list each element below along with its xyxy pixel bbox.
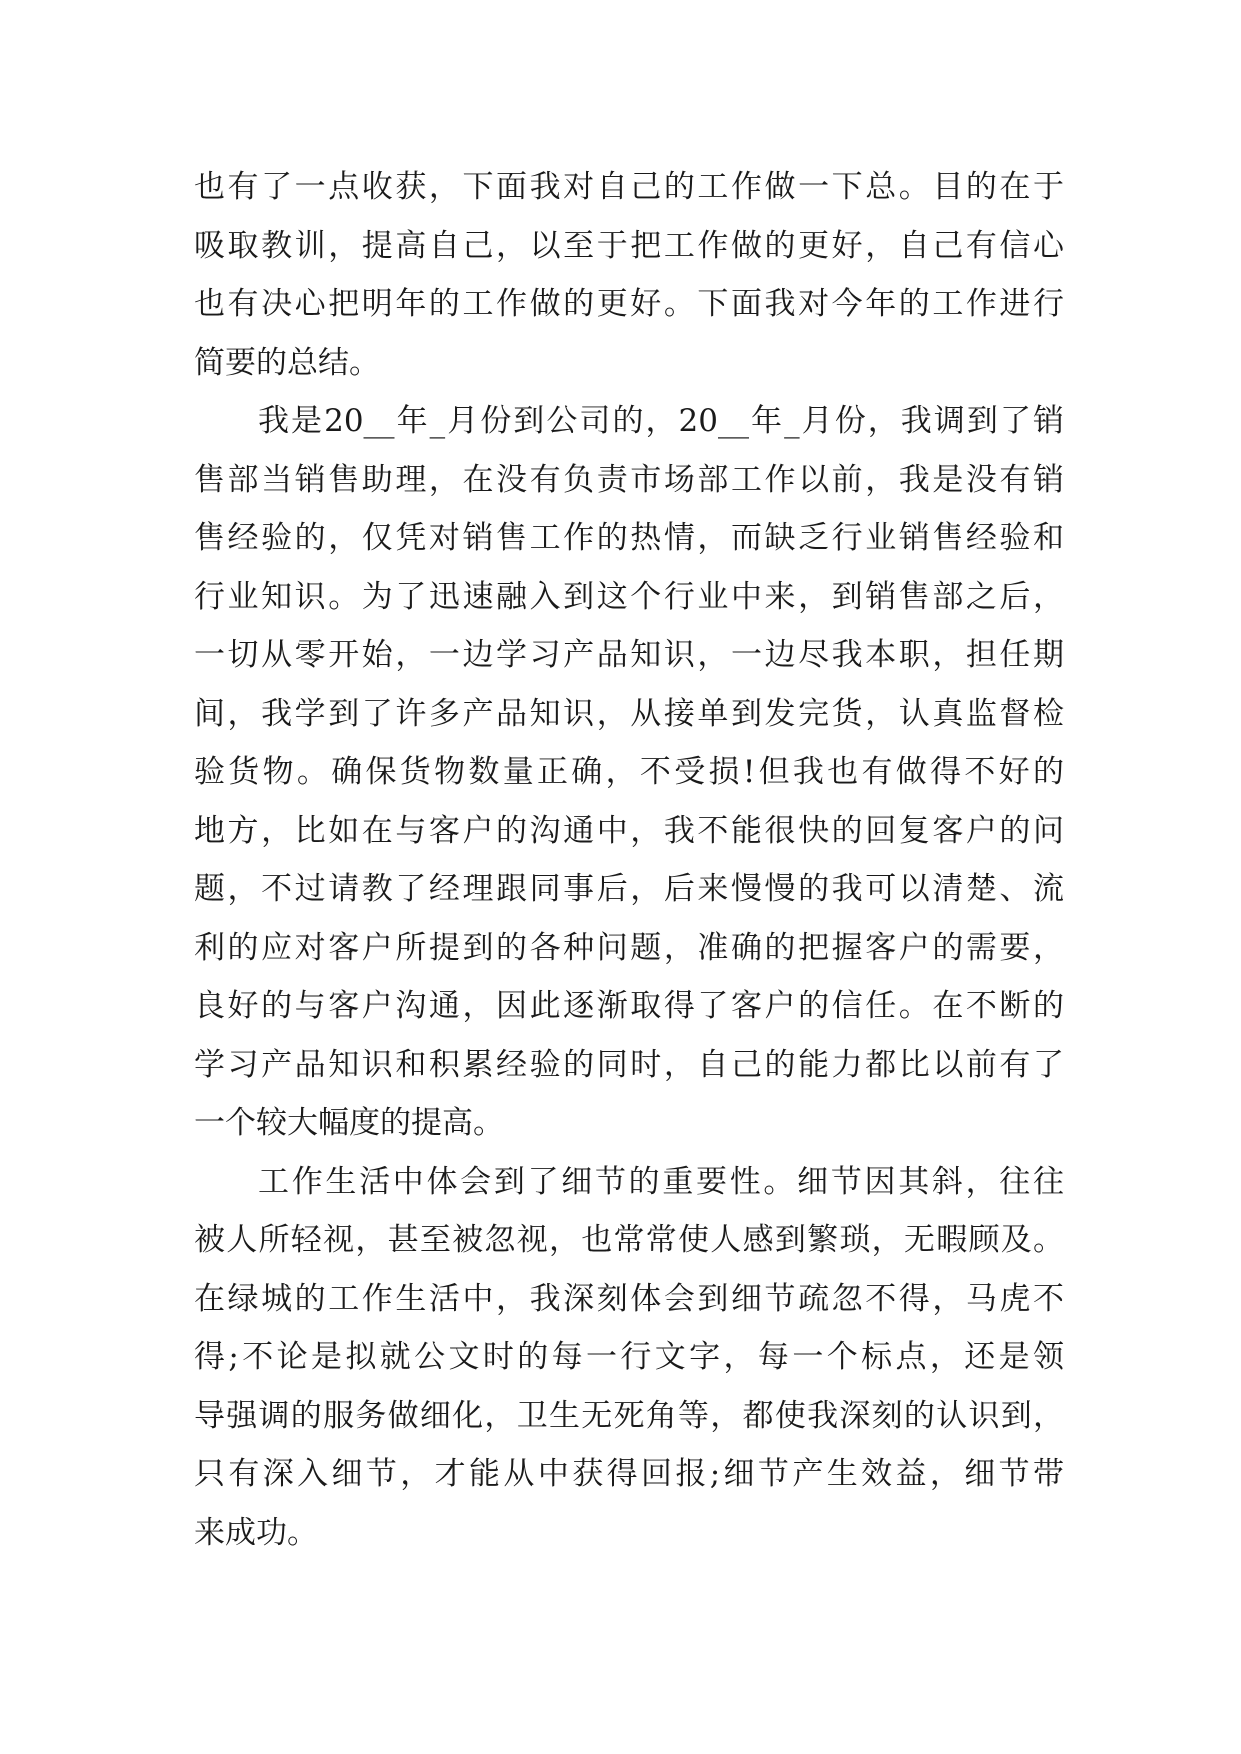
text-line: 地方，比如在与客户的沟通中，我不能很快的回复客户的问 <box>194 812 1064 849</box>
text-line: 在绿城的工作生活中，我深刻体会到细节疏忽不得，马虎不 <box>194 1280 1064 1317</box>
text-line: 也有决心把明年的工作做的更好。下面我对今年的工作进行 <box>194 286 1064 322</box>
paragraph <box>194 392 1064 1153</box>
text-line: 来成功。 <box>194 1514 318 1551</box>
text-line: 良好的与客户沟通，因此逐渐取得了客户的信任。在不断的 <box>194 988 1064 1024</box>
text-line: 简要的总结。 <box>194 344 380 381</box>
text-line: 售部当销售助理，在没有负责市场部工作以前，我是没有销 <box>194 461 1064 498</box>
text-line: 一切从零开始，一边学习产品知识，一边尽我本职，担任期 <box>194 637 1064 673</box>
text-line: 间，我学到了许多产品知识，从接单到发完货，认真监督检 <box>194 695 1064 732</box>
text-line: 售经验的，仅凭对销售工作的热情，而缺乏行业销售经验和 <box>194 520 1064 556</box>
text-line: 只有深入细节，才能从中获得回报;细节产生效益，细节带 <box>194 1456 1064 1492</box>
text-line: 一个较大幅度的提高。 <box>194 1105 504 1141</box>
text-line: 被人所轻视，甚至被忽视，也常常使人感到繁琐，无暇顾及。 <box>194 1222 1064 1258</box>
text-line: 验货物。确保货物数量正确，不受损!但我也有做得不好的 <box>194 754 1064 790</box>
text-line: 吸取教训，提高自己，以至于把工作做的更好，自己有信心 <box>194 227 1064 264</box>
text-line: 利的应对客户所提到的各种问题，准确的把握客户的需要， <box>194 929 1064 966</box>
paragraph <box>194 1153 1064 1563</box>
text-line: 行业知识。为了迅速融入到这个行业中来，到销售部之后， <box>194 578 1064 615</box>
text-line: 题，不过请教了经理跟同事后，后来慢慢的我可以清楚、流 <box>194 871 1064 907</box>
text-line: 导强调的服务做细化，卫生无死角等，都使我深刻的认识到， <box>194 1397 1064 1434</box>
text-line: 也有了一点收获，下面我对自己的工作做一下总。目的在于 <box>194 169 1064 205</box>
paragraph <box>194 158 1064 392</box>
text-line: 学习产品知识和积累经验的同时，自己的能力都比以前有了 <box>194 1046 1064 1083</box>
text-line: 得;不论是拟就公文时的每一行文字，每一个标点，还是领 <box>194 1339 1064 1375</box>
document-body <box>194 158 1064 1562</box>
text-line: 我是20__年_月份到公司的，20__年_月份，我调到了销 <box>258 403 1064 439</box>
text-line: 工作生活中体会到了细节的重要性。细节因其斜，往往 <box>258 1163 1064 1200</box>
